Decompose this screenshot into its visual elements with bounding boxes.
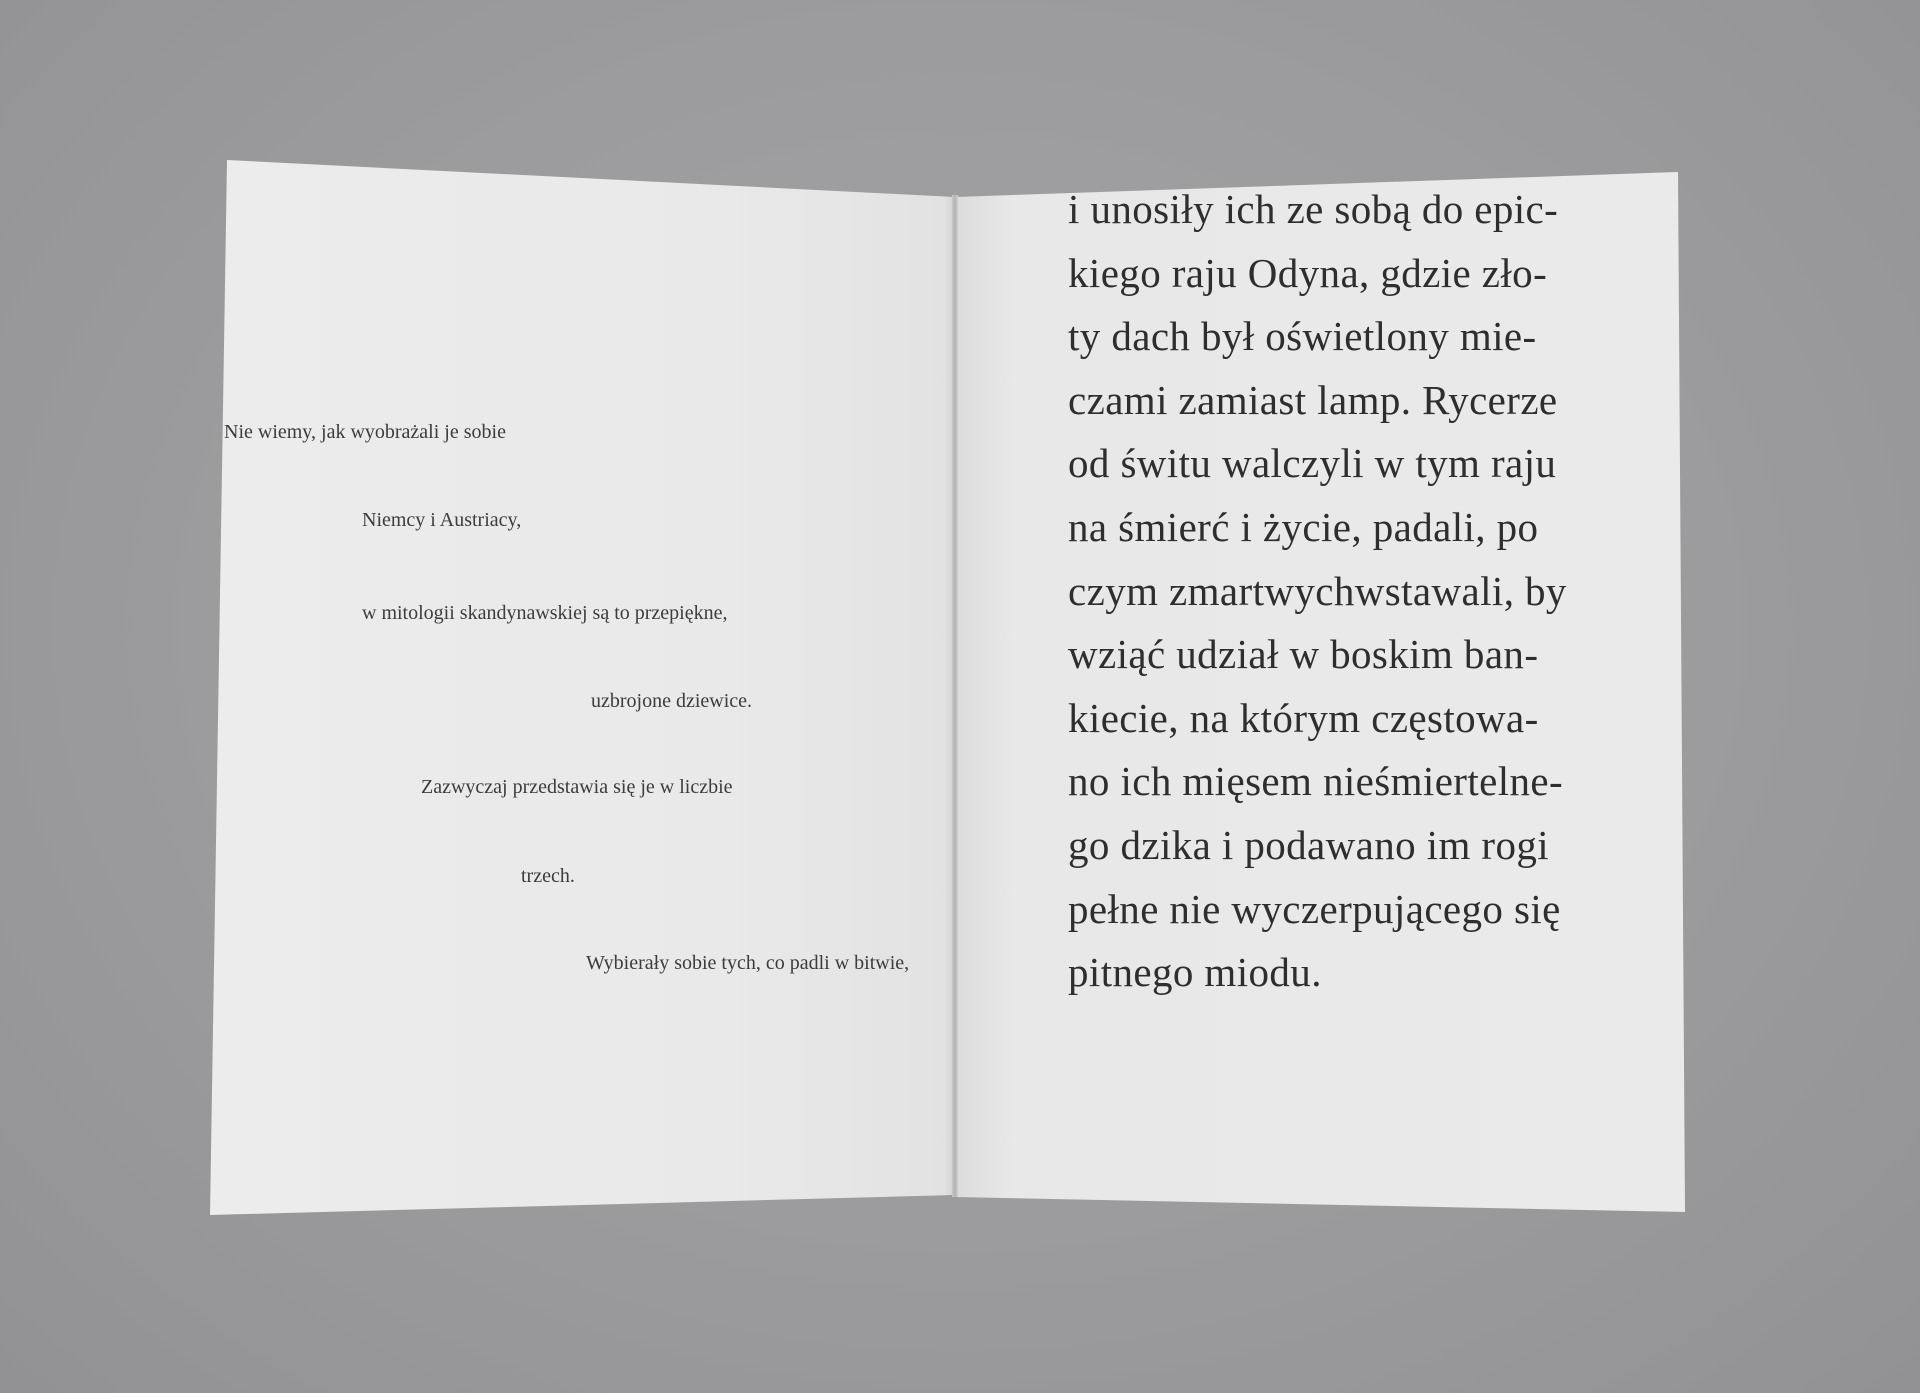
right-page-line: no ich mięsem nieśmiertelne- [1068,758,1564,805]
right-page-line: czami zamiast lamp. Rycerze [1068,376,1558,423]
spine-shadow [944,196,952,1196]
right-page-line: go dzika i podawano im rogi [1068,821,1550,868]
left-page-line: uzbrojone dziewice. [591,690,753,712]
right-page-line: pełne nie wyczerpującego się [1068,885,1561,932]
left-page-line: Wybierały sobie tych, co padli w bitwie, [586,952,910,974]
right-page-line: od świtu walczyli w tym raju [1068,440,1557,487]
left-page-line: trzech. [521,865,575,887]
left-page-line: Niemcy i Austriacy, [362,509,522,531]
right-page-line: pitnego miodu. [1068,949,1322,996]
right-page-line: ty dach był oświetlony mie- [1068,313,1537,360]
right-page-text [1068,178,1567,1005]
left-page [210,160,955,1215]
right-page-line: wziąć udział w boskim ban- [1068,631,1539,678]
booklet-spine [952,195,958,1197]
right-page-line: czym zmartwychwstawali, by [1068,567,1567,614]
right-page-line: i unosiły ich ze sobą do epic- [1068,186,1559,232]
right-page-line: kiego raju Odyna, gdzie zło- [1068,249,1548,296]
left-page-line: w mitologii skandynawskiej są to przepiękne, [362,602,728,624]
right-page-line: na śmierć i życie, padali, po [1068,503,1539,550]
left-page-line: Zazwyczaj przedstawia się je w liczbie [421,776,733,798]
left-page-line: Nie wiemy, jak wyobrażali je sobie [224,421,506,443]
right-page-line: kiecie, na którym częstowa- [1068,694,1539,741]
